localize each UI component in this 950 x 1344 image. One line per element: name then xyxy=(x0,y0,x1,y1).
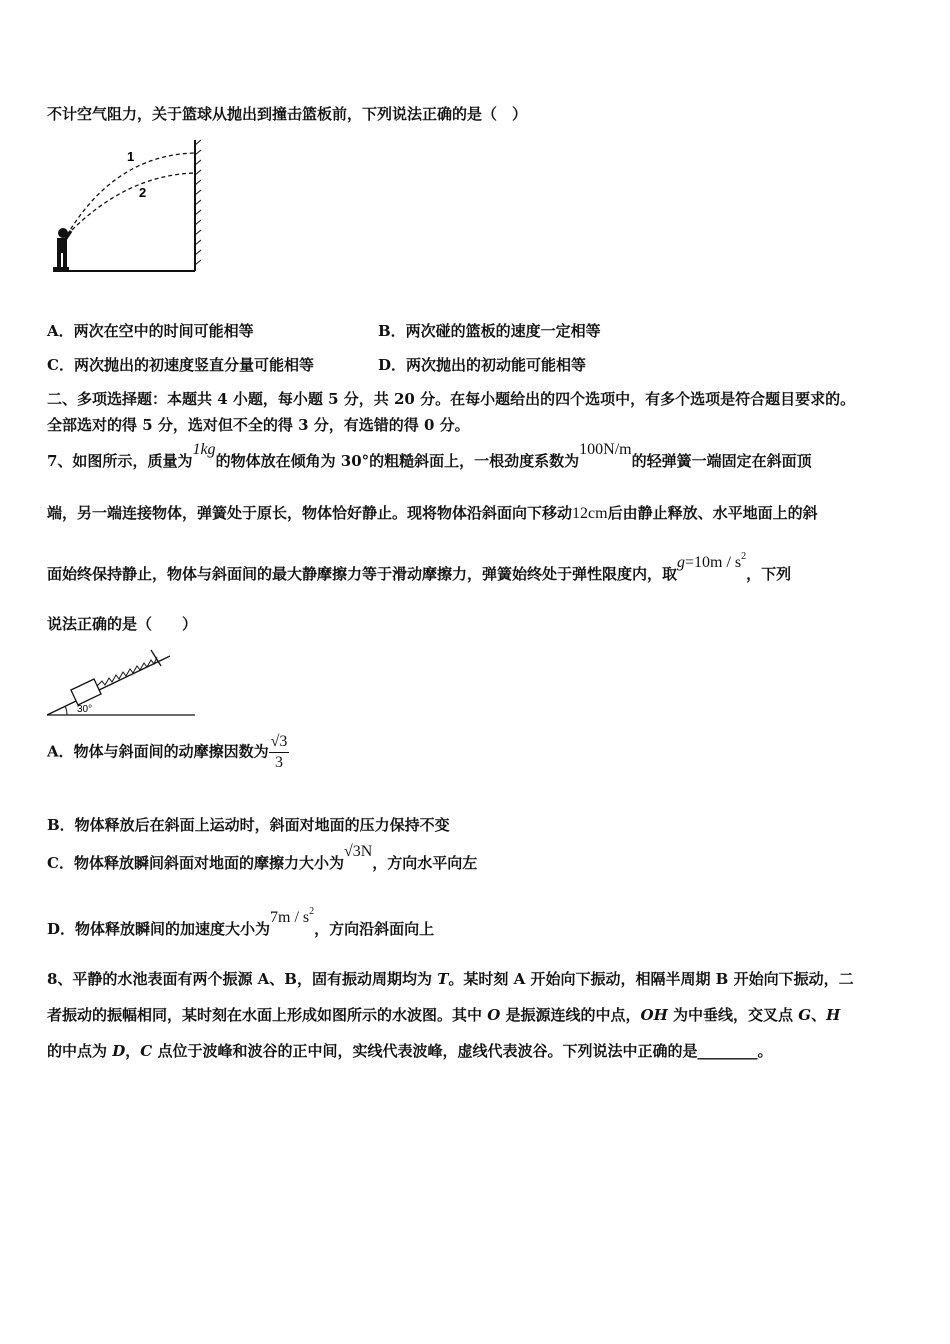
q8-period-symbol: T xyxy=(437,970,449,988)
q7-line4: 说法正确的是（ ） xyxy=(47,615,198,633)
q7-g-value: =10m / s xyxy=(685,554,742,571)
q6-option-d[interactable]: D．两次抛出的初动能可能相等 xyxy=(378,356,587,374)
q8-text: 8、平静的水池表面有两个振源 A、B，固有振动周期均为 xyxy=(47,970,438,988)
q7-distance: 12cm xyxy=(572,505,608,522)
q8-line-oh: OH xyxy=(640,1006,668,1024)
q7-spring-constant: 100N/m xyxy=(579,441,632,458)
q7-text: 7、如图所示，质量为 xyxy=(47,452,193,470)
q7-line1 xyxy=(47,441,812,471)
q7-angle-label: 30° xyxy=(77,704,93,715)
q8-line1 xyxy=(47,968,854,989)
q7-option-c[interactable] xyxy=(47,843,478,873)
q8-text: 者振动的振幅相同，某时刻在水面上形成如图所示的水波图。其中 xyxy=(47,1006,488,1024)
section2-heading-line2: 全部选对的得 5 分，选对但不全的得 3 分，有选错的得 0 分。 xyxy=(47,416,470,434)
q8-text: 的中点为 xyxy=(47,1042,113,1060)
trajectory-label-2: 2 xyxy=(139,185,147,200)
trajectory-label-1: 1 xyxy=(127,149,135,164)
q8-text: ， xyxy=(125,1042,141,1060)
q7-option-d-label: D．物体释放瞬间的加速度大小为 xyxy=(47,920,271,938)
q8-text: 、 xyxy=(811,1006,827,1024)
q8-text: 点位于波峰和波谷的正中间，实线代表波峰，虚线代表波谷。下列说法中正确的是________。 xyxy=(152,1042,773,1060)
q8-line3 xyxy=(47,1040,772,1061)
q7-option-a-fraction xyxy=(269,732,290,773)
q7-line3 xyxy=(47,551,792,584)
q7-mass: 1kg xyxy=(192,441,216,458)
q7-incline-figure xyxy=(45,640,205,722)
q7-text: 端，另一端连接物体，弹簧处于原长，物体恰好静止。现将物体沿斜面向下移动 xyxy=(47,504,573,522)
q7-option-a-label: A．物体与斜面间的动摩擦因数为 xyxy=(47,742,269,761)
q7-option-d-exponent: 2 xyxy=(309,906,315,917)
q8-point-h: H xyxy=(826,1006,841,1024)
q7-option-a[interactable] xyxy=(47,732,289,773)
q8-point-g: G xyxy=(798,1006,812,1024)
fraction-numerator: √3 xyxy=(269,732,290,753)
q6-figure xyxy=(45,135,215,280)
q8-line2 xyxy=(47,1004,840,1025)
q6-stem: 不计空气阻力，关于篮球从抛出到撞击篮板前，下列说法正确的是（ ） xyxy=(47,105,528,123)
q8-text: 是振源连线的中点， xyxy=(500,1006,641,1024)
q7-option-c-value: √3N xyxy=(343,843,373,860)
q7-text: 的物体放在倾角为 30°的粗糙斜面上，一根劲度系数为 xyxy=(215,452,580,470)
q6-option-c[interactable]: C．两次抛出的初速度竖直分量可能相等 xyxy=(47,356,314,374)
q6-option-b[interactable]: B．两次碰的篮板的速度一定相等 xyxy=(378,322,601,340)
q7-option-b[interactable]: B．物体释放后在斜面上运动时，斜面对地面的压力保持不变 xyxy=(47,816,450,834)
q7-option-d-value: 7m / s xyxy=(270,909,310,926)
q7-option-c-tail: ，方向水平向左 xyxy=(372,854,478,872)
section2-heading-line1: 二、多项选择题：本题共 4 小题，每小题 5 分，共 20 分。在每小题给出的四个选项中，有多个选项是符合题目要求的。 xyxy=(47,390,856,408)
q7-text: 的轻弹簧一端固定在斜面顶 xyxy=(631,452,812,470)
q7-text: ，下列 xyxy=(746,565,792,583)
q7-line2 xyxy=(47,502,818,523)
q8-text: 。某时刻 A 开始向下振动，相隔半周期 B 开始向下振动，二 xyxy=(448,970,854,988)
q7-option-c-label: C．物体释放瞬间斜面对地面的摩擦力大小为 xyxy=(47,854,344,872)
q8-point-c: C xyxy=(140,1042,153,1060)
thrower-figure xyxy=(53,228,71,271)
q6-option-a[interactable]: A．两次在空中的时间可能相等 xyxy=(47,322,254,340)
q7-option-d-tail: ，方向沿斜面向上 xyxy=(314,920,435,938)
q7-g-exponent: 2 xyxy=(741,551,747,562)
q8-point-d: D xyxy=(112,1042,126,1060)
q8-text: 为中垂线，交叉点 xyxy=(667,1006,799,1024)
q7-text: 后由静止释放、水平地面上的斜 xyxy=(607,504,818,522)
q7-g-symbol: g xyxy=(677,554,686,571)
q7-text: 面始终保持静止，物体与斜面间的最大静摩擦力等于滑动摩擦力，弹簧始终处于弹性限度内，取 xyxy=(47,565,678,583)
q7-option-d[interactable] xyxy=(47,906,435,939)
fraction-denominator: 3 xyxy=(275,754,284,771)
q8-point-o: O xyxy=(487,1006,501,1024)
